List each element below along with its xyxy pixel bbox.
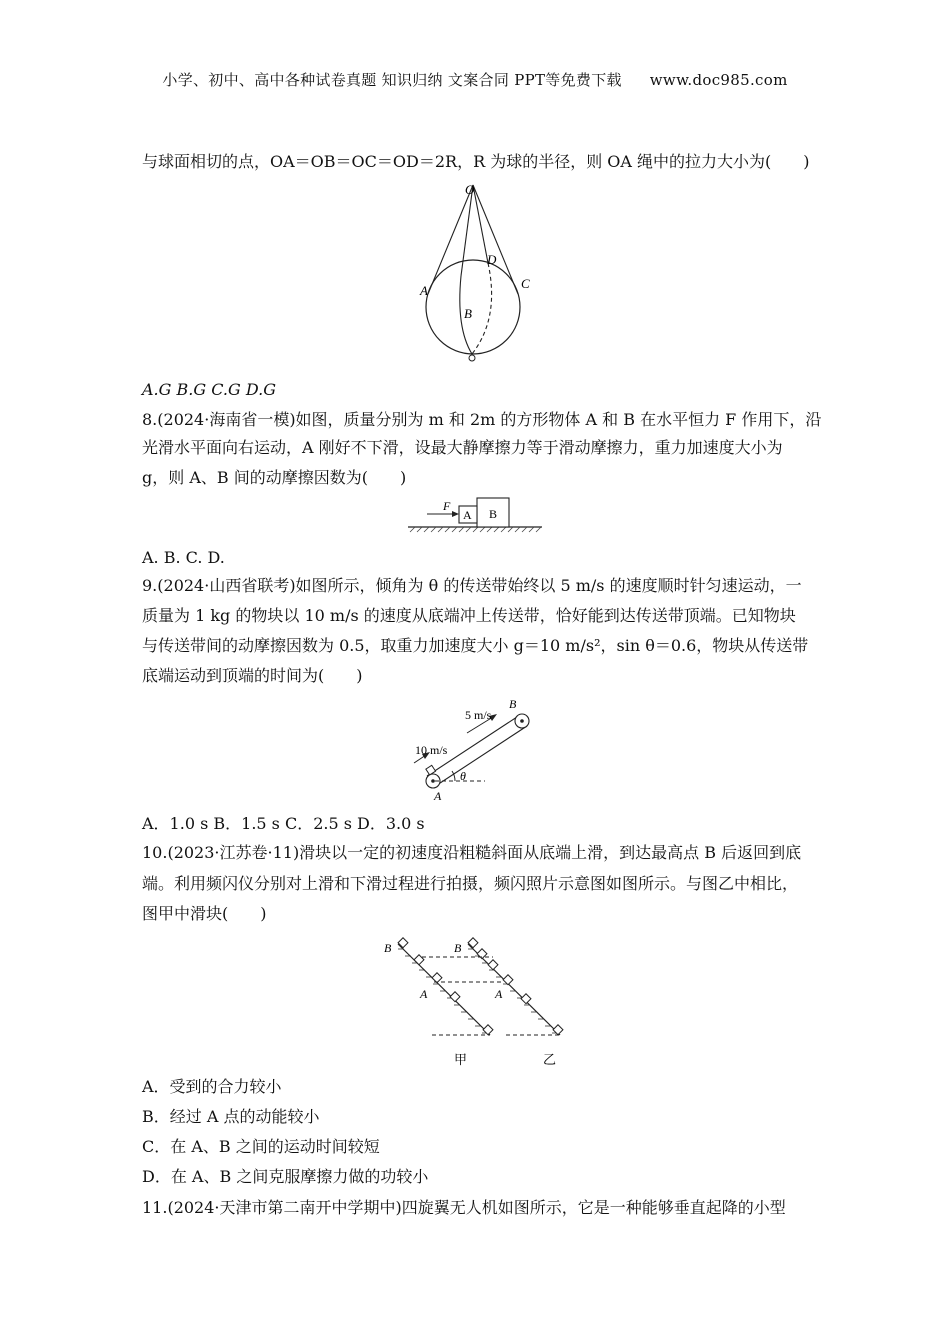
- label-b: B: [464, 306, 472, 321]
- q7-sphere-figure: [400, 178, 550, 373]
- q10-line1: 10.(2023·江苏卷·11)滑块以一定的初速度沿粗糙斜面从底端上滑，到达最高点 B 后返回到底: [142, 843, 802, 862]
- label-a: A: [420, 283, 428, 298]
- q8-blocks-figure: [405, 494, 545, 536]
- q10-option-c: C．在 A、B 之间的运动时间较短: [142, 1137, 380, 1156]
- ground-hatch: [410, 527, 541, 532]
- yi-blocks: [468, 938, 563, 1035]
- q9-line2: 质量为 1 kg 的物块以 10 m/s 的速度从底端冲上传送带，恰好能到达传送带顶端。已知物块: [142, 606, 796, 625]
- label-jia: 甲: [454, 1052, 468, 1067]
- q9-line1: 9.(2024·山西省联考)如图所示，倾角为 θ 的传送带始终以 5 m/s 的速度顺时针匀速运动，一: [142, 576, 802, 595]
- q9-line4: 底端运动到顶端的时间为( ): [142, 666, 363, 685]
- q10-option-b: B．经过 A 点的动能较小: [142, 1107, 320, 1126]
- q10-line2: 端。利用频闪仪分别对上滑和下滑过程进行拍摄，频闪照片示意图如图所示。与图乙中相比，: [142, 874, 799, 893]
- label-5ms: 5 m/s: [465, 708, 492, 722]
- label-f: F: [443, 499, 451, 513]
- q9-options: A．1.0 s B．1.5 s C．2.5 s D．3.0 s: [142, 814, 425, 833]
- label-o: O: [465, 182, 475, 197]
- q10-option-a: A．受到的合力较小: [142, 1077, 282, 1096]
- weight-hook: [469, 355, 475, 361]
- label-a-jia: A: [420, 987, 428, 1001]
- label-yi: 乙: [543, 1052, 557, 1067]
- label-block-a: A: [463, 508, 472, 522]
- q10-line3: 图甲中滑块( ): [142, 904, 267, 923]
- force-arrowhead: [452, 511, 459, 517]
- q7-options: A.G B.G C.G D.G: [142, 380, 276, 399]
- q10-option-d: D．在 A、B 之间克服摩擦力做的功较小: [142, 1167, 429, 1186]
- rope-oc: [473, 185, 518, 294]
- label-a: A: [434, 789, 442, 803]
- label-b-jia: B: [384, 941, 392, 955]
- label-b: B: [509, 697, 517, 711]
- page-header: [0, 69, 950, 90]
- label-block-b: B: [489, 507, 498, 521]
- sphere-outline: [426, 260, 520, 354]
- q11-line1: 11.(2024·天津市第二南开中学期中)四旋翼无人机如图所示，它是一种能够垂直起降的小型: [142, 1198, 786, 1217]
- q8-line1: 8.(2024·海南省一模)如图，质量分别为 m 和 2m 的方形物体 A 和 B 在水平恒力 F 作用下，沿: [142, 410, 822, 429]
- label-b-yi: B: [454, 941, 462, 955]
- header-site: www.doc985.com: [649, 71, 788, 89]
- q7-line1: 与球面相切的点，OA＝OB＝OC＝OD＝2R，R 为球的半径，则 OA 绳中的拉力大小为( ): [142, 152, 810, 171]
- rope-od: [473, 185, 488, 263]
- label-c: C: [521, 276, 530, 291]
- label-10ms: 10 m/s: [415, 743, 448, 757]
- q8-options: A. B. C. D.: [142, 548, 225, 567]
- belt-upper: [434, 726, 527, 787]
- q9-conveyor-figure: [405, 692, 555, 804]
- meridian-back: [472, 263, 492, 354]
- q8-line2: 光滑水平面向右运动，A 刚好不下滑，设最大静摩擦力等于滑动摩擦力，重力加速度大小为: [142, 438, 783, 457]
- q10-incline-figure: [378, 932, 578, 1068]
- q9-line3: 与传送带间的动摩擦因数为 0.5，取重力加速度大小 g＝10 m/s²，sin θ＝0.6，物块从传送带: [142, 636, 809, 655]
- angle-arc: [452, 771, 455, 781]
- label-a-yi: A: [495, 987, 503, 1001]
- q8-line3: g，则 A、B 间的动摩擦因数为( ): [142, 468, 407, 487]
- label-theta: θ: [460, 769, 466, 783]
- header-text: 小学、初中、高中各种试卷真题 知识归纳 文案合同 PPT等免费下载: [162, 71, 622, 89]
- incline-jia: [398, 944, 490, 1035]
- label-d: D: [487, 252, 497, 267]
